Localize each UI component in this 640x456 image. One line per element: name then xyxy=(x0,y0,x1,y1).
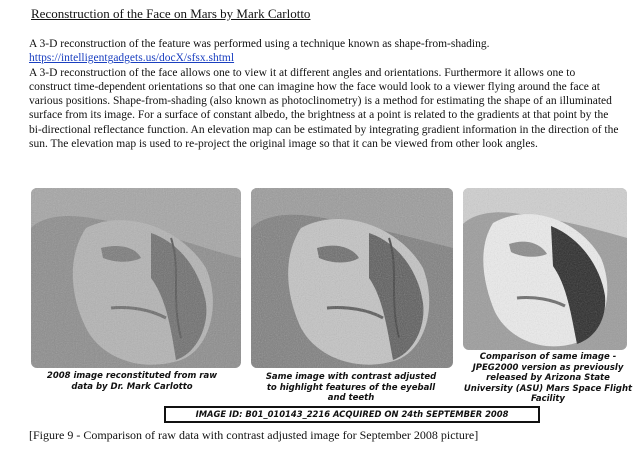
mars-face-image-contrast xyxy=(251,188,453,368)
body-text xyxy=(29,37,619,151)
mars-face-image-jpeg2000 xyxy=(463,188,627,350)
mars-face-image-raw xyxy=(31,188,241,368)
panel-3-caption: Comparison of same image - JPEG2000 version as previously released by Arizona State University (ASU) Mars Space Flight Facility xyxy=(463,352,633,404)
document-title: Reconstruction of the Face on Mars by Mark Carlotto xyxy=(31,6,311,21)
reference-link[interactable]: https://intelligentgadgets.us/docX/sfsx.shtml xyxy=(29,52,235,65)
figure-caption: [Figure 9 - Comparison of raw data with contrast adjusted image for September 2008 picture] xyxy=(29,428,479,442)
panel-2-caption: Same image with contrast adjusted to highlight features of the eyeball and teeth xyxy=(265,372,437,403)
panel-1-caption: 2008 image reconstituted from raw data by Dr. Mark Carlotto xyxy=(46,371,218,392)
intro-sentence: A 3-D reconstruction of the feature was performed using a technique known as shape-from-shading. xyxy=(29,38,490,50)
main-paragraph: A 3-D reconstruction of the face allows one to view it at different angles and orientations. Furthermore it allows one to construct time-dependent orientations so that one can imagine how the face would look to a viewer flying around the face at various positions. Shape-from-shading (also known as photoclinometry) is a method for estimating the shape of an illuminated surface from its image. For a surface of constant albedo, the brightness at a point is related to the gradients at that point by the bi-directional reflectance function. An elevation map can be estimated by integrating gradient information in the direction of the sun. The elevation map is used to re-project the original image so that it can be viewed from other look angles. xyxy=(29,66,619,151)
image-id-label: IMAGE ID: B01_010143_2216 ACQUIRED ON 24th SEPTEMBER 2008 xyxy=(164,406,540,423)
